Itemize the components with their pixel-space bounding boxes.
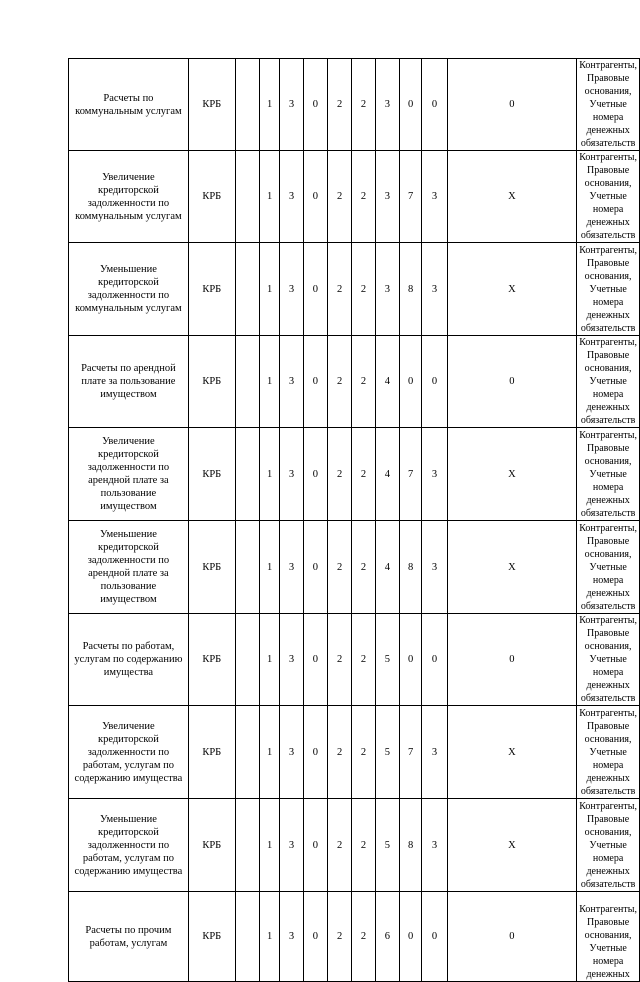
account-digit-cell: 2 bbox=[327, 336, 351, 428]
account-digit-cell: Х bbox=[447, 521, 577, 614]
account-digit-cell: 2 bbox=[352, 521, 375, 614]
account-digit-cell: 4 bbox=[375, 428, 399, 521]
account-digit-cell: 2 bbox=[352, 243, 375, 336]
empty-cell bbox=[235, 336, 259, 428]
empty-cell bbox=[235, 614, 259, 706]
account-digit-cell: 3 bbox=[280, 243, 303, 336]
account-digit-cell: 2 bbox=[327, 428, 351, 521]
budget-code-cell: КРБ bbox=[188, 243, 235, 336]
account-digit-cell: 0 bbox=[399, 892, 421, 982]
account-digit-cell: 0 bbox=[399, 336, 421, 428]
account-name-cell: Увеличение кредиторской задолженности по арендной плате за пользование имуществом bbox=[69, 428, 189, 521]
account-digit-cell: 1 bbox=[259, 59, 280, 151]
account-digit-cell: 0 bbox=[303, 151, 327, 243]
account-digit-cell: 0 bbox=[399, 614, 421, 706]
account-digit-cell: 0 bbox=[303, 59, 327, 151]
account-digit-cell: 3 bbox=[280, 614, 303, 706]
account-digit-cell: 1 bbox=[259, 892, 280, 982]
account-digit-cell: 3 bbox=[280, 706, 303, 799]
account-digit-cell: 0 bbox=[303, 799, 327, 892]
account-digit-cell: 2 bbox=[327, 59, 351, 151]
account-name-cell: Уменьшение кредиторской задолженности по арендной плате за пользование имуществом bbox=[69, 521, 189, 614]
account-digit-cell: 3 bbox=[280, 336, 303, 428]
account-digit-cell: 8 bbox=[399, 243, 421, 336]
account-digit-cell: 0 bbox=[447, 336, 577, 428]
account-digit-cell: 3 bbox=[280, 521, 303, 614]
account-digit-cell: 1 bbox=[259, 243, 280, 336]
account-digit-cell: 0 bbox=[399, 59, 421, 151]
account-digit-cell: 2 bbox=[327, 799, 351, 892]
account-digit-cell: 2 bbox=[327, 243, 351, 336]
account-name-cell: Расчеты по коммунальным услугам bbox=[69, 59, 189, 151]
analytics-cell: Контрагенты, Правовые основания, Учетные номера денежных обязательств bbox=[577, 243, 640, 336]
account-name-cell: Расчеты по прочим работам, услугам bbox=[69, 892, 189, 982]
account-digit-cell: 0 bbox=[447, 59, 577, 151]
account-digit-cell: 2 bbox=[352, 892, 375, 982]
account-digit-cell: 1 bbox=[259, 706, 280, 799]
account-digit-cell: 1 bbox=[259, 336, 280, 428]
empty-cell bbox=[235, 521, 259, 614]
account-digit-cell: 0 bbox=[422, 59, 447, 151]
analytics-cell: Контрагенты, Правовые основания, Учетные номера денежных обязательств bbox=[577, 151, 640, 243]
account-digit-cell: 0 bbox=[447, 614, 577, 706]
account-name-cell: Расчеты по арендной плате за пользование имуществом bbox=[69, 336, 189, 428]
account-digit-cell: 0 bbox=[303, 892, 327, 982]
account-digit-cell: 5 bbox=[375, 614, 399, 706]
account-digit-cell: 3 bbox=[280, 799, 303, 892]
account-digit-cell: 2 bbox=[327, 614, 351, 706]
account-digit-cell: 0 bbox=[303, 243, 327, 336]
budget-code-cell: КРБ bbox=[188, 614, 235, 706]
account-digit-cell: 0 bbox=[303, 521, 327, 614]
account-digit-cell: 2 bbox=[352, 799, 375, 892]
account-digit-cell: 0 bbox=[422, 336, 447, 428]
account-digit-cell: 1 bbox=[259, 799, 280, 892]
account-digit-cell: 2 bbox=[352, 336, 375, 428]
account-digit-cell: Х bbox=[447, 706, 577, 799]
account-digit-cell: 2 bbox=[352, 428, 375, 521]
account-digit-cell: 5 bbox=[375, 799, 399, 892]
account-digit-cell: 0 bbox=[303, 706, 327, 799]
account-digit-cell: 8 bbox=[399, 799, 421, 892]
account-digit-cell: 2 bbox=[327, 892, 351, 982]
account-digit-cell: 1 bbox=[259, 521, 280, 614]
analytics-cell: Контрагенты, Правовые основания, Учетные номера денежных обязательств bbox=[577, 614, 640, 706]
account-digit-cell: 3 bbox=[375, 151, 399, 243]
table-row bbox=[69, 706, 640, 799]
table-row bbox=[69, 428, 640, 521]
analytics-cell: Контрагенты, Правовые основания, Учетные номера денежных обязательств bbox=[577, 799, 640, 892]
account-digit-cell: 3 bbox=[280, 428, 303, 521]
empty-cell bbox=[235, 59, 259, 151]
empty-cell bbox=[235, 892, 259, 982]
account-digit-cell: 7 bbox=[399, 428, 421, 521]
account-digit-cell: Х bbox=[447, 243, 577, 336]
account-digit-cell: 0 bbox=[303, 614, 327, 706]
account-digit-cell: 8 bbox=[399, 521, 421, 614]
account-digit-cell: 2 bbox=[327, 706, 351, 799]
accounts-table-container bbox=[68, 58, 640, 982]
account-digit-cell: 0 bbox=[422, 614, 447, 706]
analytics-cell: Контрагенты, Правовые основания, Учетные номера денежных обязательств bbox=[577, 59, 640, 151]
account-digit-cell: 6 bbox=[375, 892, 399, 982]
account-digit-cell: Х bbox=[447, 799, 577, 892]
account-digit-cell: 0 bbox=[422, 892, 447, 982]
budget-code-cell: КРБ bbox=[188, 706, 235, 799]
account-digit-cell: 3 bbox=[375, 243, 399, 336]
accounts-table bbox=[68, 58, 640, 982]
table-row bbox=[69, 521, 640, 614]
account-digit-cell: 0 bbox=[303, 428, 327, 521]
table-row bbox=[69, 892, 640, 982]
analytics-cell: Контрагенты, Правовые основания, Учетные номера денежных обязательств bbox=[577, 521, 640, 614]
budget-code-cell: КРБ bbox=[188, 799, 235, 892]
analytics-cell: Контрагенты, Правовые основания, Учетные номера денежных обязательств bbox=[577, 706, 640, 799]
account-digit-cell: 5 bbox=[375, 706, 399, 799]
budget-code-cell: КРБ bbox=[188, 151, 235, 243]
account-digit-cell: 3 bbox=[280, 59, 303, 151]
empty-cell bbox=[235, 799, 259, 892]
account-digit-cell: 0 bbox=[303, 336, 327, 428]
account-digit-cell: 3 bbox=[422, 706, 447, 799]
account-digit-cell: 1 bbox=[259, 428, 280, 521]
account-name-cell: Увеличение кредиторской задолженности по коммунальным услугам bbox=[69, 151, 189, 243]
account-digit-cell: Х bbox=[447, 151, 577, 243]
account-digit-cell: 3 bbox=[422, 799, 447, 892]
account-digit-cell: 3 bbox=[280, 892, 303, 982]
account-digit-cell: 1 bbox=[259, 151, 280, 243]
account-name-cell: Уменьшение кредиторской задолженности по коммунальным услугам bbox=[69, 243, 189, 336]
account-name-cell: Увеличение кредиторской задолженности по работам, услугам по содержанию имущества bbox=[69, 706, 189, 799]
account-digit-cell: 7 bbox=[399, 706, 421, 799]
budget-code-cell: КРБ bbox=[188, 336, 235, 428]
budget-code-cell: КРБ bbox=[188, 892, 235, 982]
budget-code-cell: КРБ bbox=[188, 521, 235, 614]
account-digit-cell: 3 bbox=[422, 428, 447, 521]
analytics-cell: Контрагенты, Правовые основания, Учетные номера денежных обязательств bbox=[577, 336, 640, 428]
empty-cell bbox=[235, 428, 259, 521]
analytics-cell: Контрагенты, Правовые основания, Учетные номера денежных bbox=[577, 892, 640, 982]
table-row bbox=[69, 59, 640, 151]
table-row bbox=[69, 336, 640, 428]
account-digit-cell: 1 bbox=[259, 614, 280, 706]
account-digit-cell: 3 bbox=[280, 151, 303, 243]
account-digit-cell: 4 bbox=[375, 336, 399, 428]
table-row bbox=[69, 614, 640, 706]
table-row bbox=[69, 799, 640, 892]
account-digit-cell: 2 bbox=[327, 151, 351, 243]
account-digit-cell: 7 bbox=[399, 151, 421, 243]
account-name-cell: Уменьшение кредиторской задолженности по работам, услугам по содержанию имущества bbox=[69, 799, 189, 892]
account-digit-cell: 3 bbox=[422, 243, 447, 336]
budget-code-cell: КРБ bbox=[188, 428, 235, 521]
empty-cell bbox=[235, 243, 259, 336]
empty-cell bbox=[235, 706, 259, 799]
table-row bbox=[69, 243, 640, 336]
account-digit-cell: 2 bbox=[327, 521, 351, 614]
analytics-cell: Контрагенты, Правовые основания, Учетные номера денежных обязательств bbox=[577, 428, 640, 521]
budget-code-cell: КРБ bbox=[188, 59, 235, 151]
account-digit-cell: 2 bbox=[352, 151, 375, 243]
empty-cell bbox=[235, 151, 259, 243]
account-name-cell: Расчеты по работам, услугам по содержанию имущества bbox=[69, 614, 189, 706]
account-digit-cell: 3 bbox=[375, 59, 399, 151]
account-digit-cell: 2 bbox=[352, 59, 375, 151]
table-row bbox=[69, 151, 640, 243]
account-digit-cell: 3 bbox=[422, 151, 447, 243]
account-digit-cell: 2 bbox=[352, 614, 375, 706]
account-digit-cell: 3 bbox=[422, 521, 447, 614]
account-digit-cell: 0 bbox=[447, 892, 577, 982]
account-digit-cell: 2 bbox=[352, 706, 375, 799]
accounts-table-body bbox=[69, 59, 640, 982]
account-digit-cell: Х bbox=[447, 428, 577, 521]
account-digit-cell: 4 bbox=[375, 521, 399, 614]
